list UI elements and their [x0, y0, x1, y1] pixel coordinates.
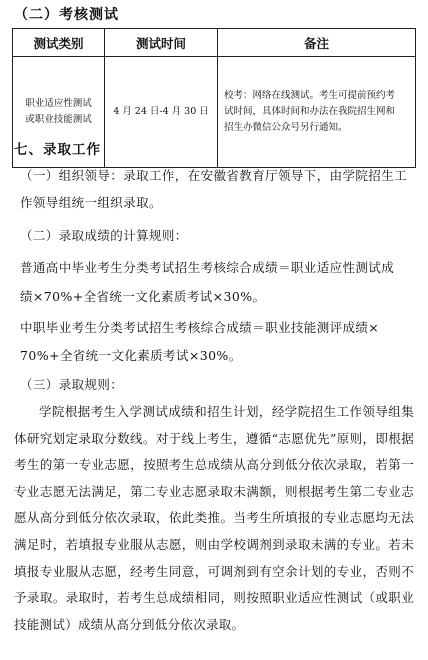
- cell-remark: [218, 57, 416, 168]
- rule-b-line-1: 中职毕业考生分类考试招生考核综合成绩＝职业技能测评成绩×: [20, 320, 380, 335]
- time-value: 4 月 24 日-4 月 30 日: [113, 106, 209, 117]
- table-header-row: [13, 29, 416, 57]
- cell-test-time: [105, 57, 218, 168]
- admission-rules-heading: （三）录取规则：: [20, 377, 124, 392]
- remark-line-2: 试时间，具体时间和办法在我院招生网和: [224, 106, 396, 117]
- section-heading-admission: 七、录取工作: [14, 142, 101, 158]
- remark-line-1: 校考：网络在线测试。考生可提前预约考: [224, 90, 396, 101]
- org-line-2: 作领导组统一组织录取。: [20, 195, 162, 210]
- calc-rules-heading: （二）录取成绩的计算规则：: [20, 228, 188, 243]
- admission-rules-paragraph: 学院根据考生入学测试成绩和招生计划，经学院招生工作领导组集体研究划定录取分数线。对于线上考生，遵循“志愿优先”原则，即根据考生的第一专业志愿，按照考生总成绩从高分到低分依次录取，若第一专业志愿无法满足，第二专业志愿录取未满额，则根据考生第二专业志愿从高分到低分依次录取，依此类推。当考生所填报的专业志愿均无法满足时，若填报专业服从志愿，则由学校调剂到录取未满的专业。若未填报专业服从志愿，经考生同意，可调剂到有空余计划的专业，否则不予录取。录取时，若考生总成绩相同，则按照职业适应性测试（或职业技能测试）成绩从高分到低分依次录取。: [14, 404, 414, 632]
- category-line-2: 或职业技能测试: [25, 114, 92, 125]
- header-test-time: 测试时间: [105, 29, 218, 57]
- section-title-exam: （二）考核测试: [14, 7, 119, 23]
- header-remark: 备注: [218, 29, 416, 57]
- rule-a-line-1: 普通高中毕业考生分类考试招生考核综合成绩＝职业适应性测试成: [20, 260, 395, 275]
- org-line-1: （一）组织领导：录取工作，在安徽省教育厅领导下，由学院招生工: [20, 168, 408, 183]
- category-line-1: 职业适应性测试: [25, 98, 92, 109]
- remark-line-3: 招生办微信公众号另行通知。: [224, 122, 348, 133]
- header-test-category: 测试类别: [13, 29, 105, 57]
- rule-b-line-2: 70%+全省统一文化素质考试×30%。: [20, 348, 242, 363]
- rule-a-line-2: 绩×70%+全省统一文化素质考试×30%。: [20, 289, 266, 304]
